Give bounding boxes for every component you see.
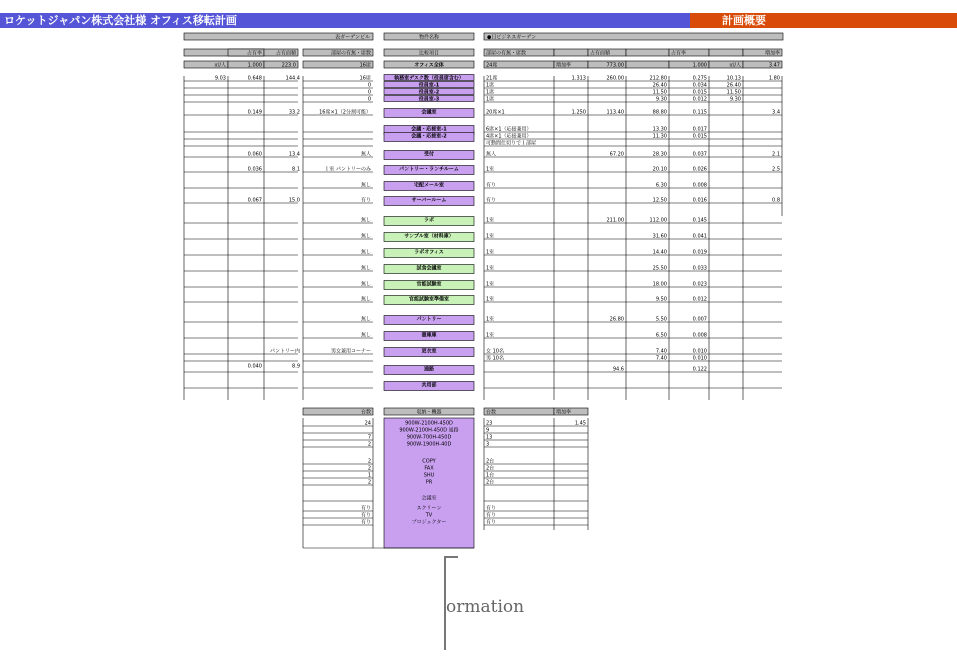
- equip-new-value: 9: [486, 427, 490, 434]
- occupancy-value: 0.015: [692, 133, 707, 140]
- equip-current-value: 有り: [360, 512, 371, 519]
- item-label: 会議室: [421, 109, 437, 116]
- left-value: 0.040: [247, 363, 262, 370]
- item-label: 役員室-1: [418, 82, 440, 89]
- current-value: 無し: [360, 249, 371, 256]
- new-value: 有り: [486, 197, 497, 204]
- left-value: 0.060: [247, 151, 262, 158]
- left-value: 0.067: [247, 197, 262, 204]
- equip-item-label: 収納・機器: [416, 409, 442, 416]
- new-value: 1室: [486, 281, 495, 288]
- new-value: 男 10名: [486, 355, 504, 362]
- new-value: 1室: [486, 233, 495, 240]
- pantry-inner-note: パントリー内: [269, 348, 300, 355]
- new-value: 有り: [486, 182, 497, 189]
- item-label: パントリー・ランチルーム: [399, 166, 459, 173]
- current-value: 男女兼用コーナー: [330, 348, 371, 355]
- item-label: サンプル室（材料庫）: [404, 233, 454, 240]
- equip-new-value: 23: [486, 420, 493, 427]
- equip-current-value: 1: [367, 472, 371, 479]
- equip-increase-label: 増加率: [556, 409, 572, 416]
- left-value: 33.2: [288, 109, 300, 116]
- new-building-label: ●日ビジネスガーデン: [487, 34, 537, 41]
- room-area-value: 20.10: [652, 166, 667, 173]
- equip-item-text: 900W-1900H-40D: [406, 441, 452, 448]
- new-value: 21席: [486, 75, 498, 82]
- current-value: 0: [367, 82, 371, 89]
- new-value: 無人: [486, 151, 497, 158]
- equip-new-value: 2台: [486, 458, 495, 465]
- item-label: 試食会議室: [416, 265, 442, 272]
- left-value: 0.036: [247, 166, 262, 173]
- new-value: 4席×1（応接兼用）: [486, 133, 532, 140]
- summary-text: 増加率: [556, 62, 572, 69]
- area-value: 67.20: [609, 151, 624, 158]
- equip-current-value: 2: [367, 458, 371, 465]
- current-value: 無し: [360, 281, 371, 288]
- new-value: 1室: [486, 249, 495, 256]
- equip-current-value: 24: [364, 420, 371, 427]
- equip-new-value: 1台: [486, 472, 495, 479]
- equip-item-text: SHU: [423, 472, 435, 479]
- room-area-value: 6.30: [655, 182, 667, 189]
- current-value: 0: [367, 89, 371, 96]
- equip-item-text: スクリーン: [416, 505, 442, 512]
- increase-value: 2.1: [772, 151, 780, 158]
- column-header-text: 部屋の有無・席数: [330, 50, 371, 57]
- item-label: サーバールーム: [411, 197, 447, 204]
- compare-item-label: 比較項目: [418, 50, 440, 57]
- current-value: 無し: [360, 265, 371, 272]
- ratio-value: 1.250: [571, 109, 586, 116]
- current-value: 16席×1（2分割可能）: [319, 109, 371, 116]
- equip-item-text: 900W-700H-450D: [406, 434, 452, 441]
- new-value: 1席: [486, 82, 495, 89]
- item-label: パントリー: [416, 316, 442, 323]
- equip-item-text: FAX: [424, 465, 434, 472]
- equip-item-text: COPY: [422, 458, 436, 465]
- current-value: 無し: [360, 233, 371, 240]
- equip-count-label: 台数: [360, 409, 371, 416]
- room-area-value: 7.40: [655, 348, 667, 355]
- item-label: 官能試験室準備室: [408, 296, 450, 303]
- column-header-text: 増加率: [764, 50, 780, 57]
- property-name-label: 物件名称: [418, 34, 440, 41]
- equip-item-text: PR: [425, 479, 433, 486]
- summary-text: 3.47: [768, 62, 780, 69]
- column-header: [709, 49, 743, 56]
- room-area-value: 25.50: [652, 265, 667, 272]
- left-value: 0.648: [247, 75, 262, 82]
- new-value: 1室: [486, 332, 495, 339]
- current-value: 無し: [360, 217, 371, 224]
- per-person-value: 10.13: [726, 75, 741, 82]
- per-person-value: 11.50: [726, 89, 741, 96]
- occupancy-value: 0.115: [692, 109, 707, 116]
- new-value: 1室: [486, 166, 495, 173]
- item-label: 更衣室: [421, 348, 437, 355]
- room-area-value: 28.30: [652, 151, 667, 158]
- equip-new-count-label: 台数: [486, 409, 497, 416]
- current-building-label: 表ガーデンビル: [335, 34, 370, 41]
- equip-new-value: 2台: [486, 479, 495, 486]
- current-value: 0: [367, 96, 371, 103]
- current-value: 無し: [360, 182, 371, 189]
- room-area-value: 13.30: [652, 126, 667, 133]
- occupancy-value: 0.019: [692, 249, 707, 256]
- room-area-value: 5.50: [655, 316, 667, 323]
- equip-item-text: プロジェクター: [411, 519, 447, 526]
- room-area-value: 7.40: [655, 355, 667, 362]
- current-value: 無し: [360, 332, 371, 339]
- occupancy-value: 0.010: [692, 348, 707, 355]
- area-value: 26.80: [609, 316, 624, 323]
- left-value: 8.1: [292, 166, 300, 173]
- new-value: 1室: [486, 316, 495, 323]
- equip-current-value: 2: [367, 479, 371, 486]
- logo-bracket-top: [444, 556, 458, 558]
- room-area-value: 14.40: [652, 249, 667, 256]
- occupancy-value: 0.010: [692, 355, 707, 362]
- summary-text: 223.0: [281, 62, 296, 69]
- item-label: 執務室デスク数（役員席含む）: [394, 75, 464, 82]
- office-total-label: オフィス全体: [414, 62, 444, 69]
- left-value: 0.149: [247, 109, 262, 116]
- occupancy-value: 0.008: [692, 182, 707, 189]
- equip-new-value: 13: [486, 434, 493, 441]
- item-label: 会議・応接室-2: [411, 133, 447, 140]
- equip-new-value: 有り: [486, 519, 497, 526]
- equip-current-value: 有り: [360, 519, 371, 526]
- occupancy-value: 0.034: [692, 82, 707, 89]
- item-label: 官能試験室: [416, 281, 442, 288]
- equip-current-value: 有り: [360, 505, 371, 512]
- left-value: 8.9: [292, 363, 300, 370]
- equip-increase-value: 1.45: [574, 420, 586, 427]
- occupancy-value: 0.275: [692, 75, 707, 82]
- summary-text: ㎡/人: [214, 62, 226, 69]
- summary-text: 1.000: [692, 62, 707, 69]
- room-area-value: 9.50: [655, 296, 667, 303]
- occupancy-value: 0.012: [692, 296, 707, 303]
- equip-item-text: 会議室: [421, 495, 437, 502]
- occupancy-value: 0.017: [692, 126, 707, 133]
- room-area-value: 11.30: [652, 133, 667, 140]
- equip-item-text: 900W-2100H-450D: [405, 420, 453, 427]
- summary-text: ㎡/人: [729, 62, 741, 69]
- room-area-value: 212.80: [649, 75, 667, 82]
- section-title: 計画概要: [722, 14, 766, 27]
- item-label: 共用部: [421, 382, 437, 389]
- increase-value: 1.80: [768, 75, 780, 82]
- equip-new-value: 3: [486, 441, 490, 448]
- item-label: ラボオフィス: [414, 249, 444, 256]
- left-value: 9.03: [214, 75, 226, 82]
- occupancy-value: 0.122: [692, 366, 707, 373]
- new-value: 1席: [486, 96, 495, 103]
- current-value: 無人: [360, 151, 371, 158]
- column-header-text: 占有面積: [590, 50, 611, 57]
- equip-item-text: 900W-2100H-450D 通路: [399, 427, 459, 434]
- equip-new-value: 有り: [486, 505, 497, 512]
- equip-new-value: 有り: [486, 512, 497, 519]
- logo: ormation: [446, 597, 525, 617]
- page-title: ロケットジャパン株式会社様 オフィス移転計画: [4, 14, 237, 27]
- item-label: 役員室-3: [418, 96, 440, 103]
- left-value: 144.4: [285, 75, 300, 82]
- equip-new-value: 2台: [486, 465, 495, 472]
- column-header: [554, 49, 588, 56]
- summary-text: 1.000: [247, 62, 262, 69]
- increase-value: 3.4: [772, 109, 780, 116]
- column-header-text: 部屋の有無・席数: [486, 50, 527, 57]
- per-person-value: 9.30: [729, 96, 741, 103]
- summary-text: 16席: [359, 62, 371, 69]
- column-header-text: 占有率: [671, 50, 687, 57]
- room-area-value: 12.50: [652, 197, 667, 204]
- summary-text: 24席: [486, 62, 498, 69]
- item-label: 会議・応接室-1: [411, 126, 447, 133]
- room-area-value: 112.00: [649, 217, 667, 224]
- occupancy-value: 0.015: [692, 89, 707, 96]
- occupancy-value: 0.023: [692, 281, 707, 288]
- area-value: 113.40: [606, 109, 624, 116]
- item-label: ラボ: [423, 217, 435, 224]
- occupancy-value: 0.012: [692, 96, 707, 103]
- column-header-text: 占有面積: [275, 50, 296, 57]
- new-value: 1室: [486, 217, 495, 224]
- equip-item-text: TV: [425, 512, 433, 519]
- occupancy-value: 0.007: [692, 316, 707, 323]
- summary-cell: [626, 61, 669, 68]
- item-label: 書庫庫: [421, 332, 437, 339]
- equip-current-value: 2: [367, 465, 371, 472]
- occupancy-value: 0.008: [692, 332, 707, 339]
- occupancy-value: 0.041: [692, 233, 707, 240]
- new-value: 1室: [486, 296, 495, 303]
- room-area-value: 26.40: [652, 82, 667, 89]
- new-value: 1席: [486, 89, 495, 96]
- room-area-value: 31.60: [652, 233, 667, 240]
- occupancy-value: 0.016: [692, 197, 707, 204]
- new-value: 可動間仕切りで１部屋: [486, 140, 537, 147]
- current-value: 有り: [360, 197, 371, 204]
- room-area-value: 9.30: [655, 96, 667, 103]
- occupancy-value: 0.145: [692, 217, 707, 224]
- area-value: 260.00: [606, 75, 624, 82]
- new-value: 女 10名: [486, 348, 504, 355]
- column-header-text: 占有率: [246, 50, 262, 57]
- item-label: 役員室-2: [418, 89, 440, 96]
- left-value: 13.4: [288, 151, 300, 158]
- occupancy-value: 0.037: [692, 151, 707, 158]
- item-label: 宅配メール室: [414, 182, 444, 189]
- equip-current-value: 2: [367, 441, 371, 448]
- room-area-value: 18.00: [652, 281, 667, 288]
- current-value: １室 パントリーのみ: [324, 166, 371, 173]
- current-value: 無し: [360, 316, 371, 323]
- ratio-value: 1.313: [571, 75, 586, 82]
- increase-value: 2.5: [772, 166, 780, 173]
- new-value: 1室: [486, 265, 495, 272]
- per-person-value: 26.40: [726, 82, 741, 89]
- summary-text: 773.00: [606, 62, 624, 69]
- area-value: 211.00: [606, 217, 624, 224]
- increase-value: 0.8: [772, 197, 780, 204]
- current-value: 無し: [360, 296, 371, 303]
- equip-current-value: 7: [367, 434, 371, 441]
- new-value: 6席×1（応接兼用）: [486, 126, 532, 133]
- left-value: 15.0: [288, 197, 300, 204]
- room-area-value: 11.50: [652, 89, 667, 96]
- occupancy-value: 0.026: [692, 166, 707, 173]
- room-area-value: 88.80: [652, 109, 667, 116]
- current-value: 16席: [359, 75, 371, 82]
- occupancy-value: 0.033: [692, 265, 707, 272]
- column-header: [626, 49, 669, 56]
- new-value: 20席×1: [486, 109, 505, 116]
- item-label: 受付: [423, 151, 435, 158]
- item-label: 通路: [423, 366, 435, 373]
- room-area-value: 6.50: [655, 332, 667, 339]
- area-value: 94.6: [612, 366, 624, 373]
